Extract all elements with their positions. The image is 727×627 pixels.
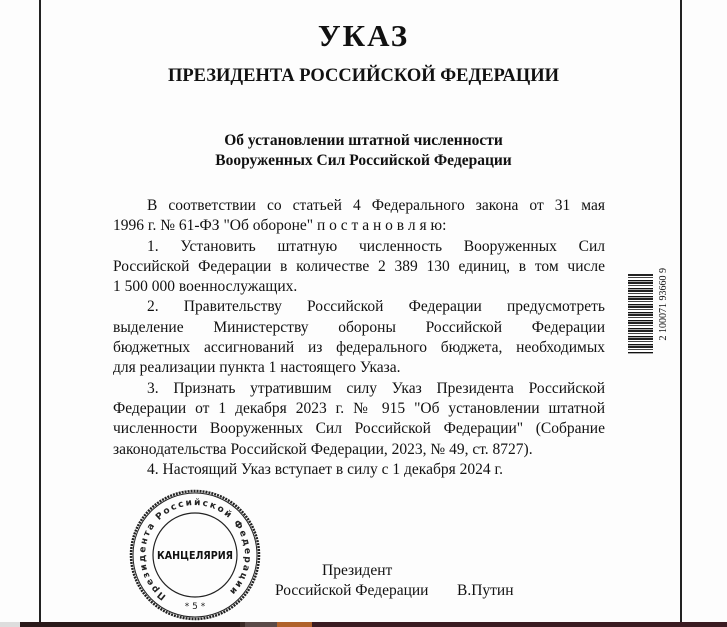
stamp-number: * 5 * <box>184 602 206 612</box>
page-border-left <box>39 0 41 622</box>
body-line: законодательства Российской Федерации, 2023, № 49, ст. 8727). <box>113 440 533 458</box>
document-subtitle: ПРЕЗИДЕНТА РОССИЙСКОЙ ФЕДЕРАЦИИ <box>167 66 560 86</box>
body-line: Российской Федерации в количестве 2 389 130 единиц, в том числе <box>113 257 605 275</box>
stamp-center-text: КАНЦЕЛЯРИЯ <box>157 549 233 562</box>
body-line: 2. Правительству Российской Федерации предусмотреть <box>147 298 605 316</box>
heading-line: Вооруженных Сил Российской Федерации <box>215 152 512 169</box>
body-line: 3. Признать утратившим силу Указ Президента Российской <box>147 379 605 397</box>
document-heading <box>0 131 727 171</box>
document-title: УКАЗ <box>317 18 410 53</box>
body-line: бюджетных ассигнований из федерального бюджета, необходимых <box>113 339 605 357</box>
heading-line: Об установлении штатной численности <box>224 132 503 149</box>
signature-name: В.Путин <box>457 582 514 599</box>
body-line: 1 500 000 военнослужащих. <box>113 278 298 296</box>
stamp-ring-text: Президента Российской Федерации <box>137 497 253 602</box>
body-line: В соответствии со статьей 4 Федерального закона от 31 мая <box>147 197 605 214</box>
signature-org: Российской Федерации <box>275 582 429 599</box>
body-line: для реализации пункта 1 настоящего Указа. <box>113 359 401 377</box>
body-line: выделение Министерству обороны Российской Федерации <box>113 318 605 336</box>
barcode-number: 2 100071 93660 9 <box>658 268 669 341</box>
official-stamp <box>128 488 262 622</box>
barcode <box>628 274 653 354</box>
page-border-right <box>680 0 682 622</box>
body-line: 4. Настоящий Указ вступает в силу с 1 декабря 2024 г. <box>147 460 503 478</box>
body-line: 1. Установить штатную численность Вооруженных Сил <box>147 237 605 255</box>
body-line: 1996 г. № 61-ФЗ "Об обороне" п о с т а н о в л я ю: <box>113 217 447 235</box>
document-body <box>113 196 605 480</box>
body-line: численности Вооруженных Сил Российской Федерации" (Собрание <box>113 420 605 438</box>
signature-title: Президент <box>322 562 393 579</box>
taskbar-strip <box>0 622 727 627</box>
body-line: Федерации от 1 декабря 2023 г. № 915 "Об установлении штатной <box>113 399 605 417</box>
